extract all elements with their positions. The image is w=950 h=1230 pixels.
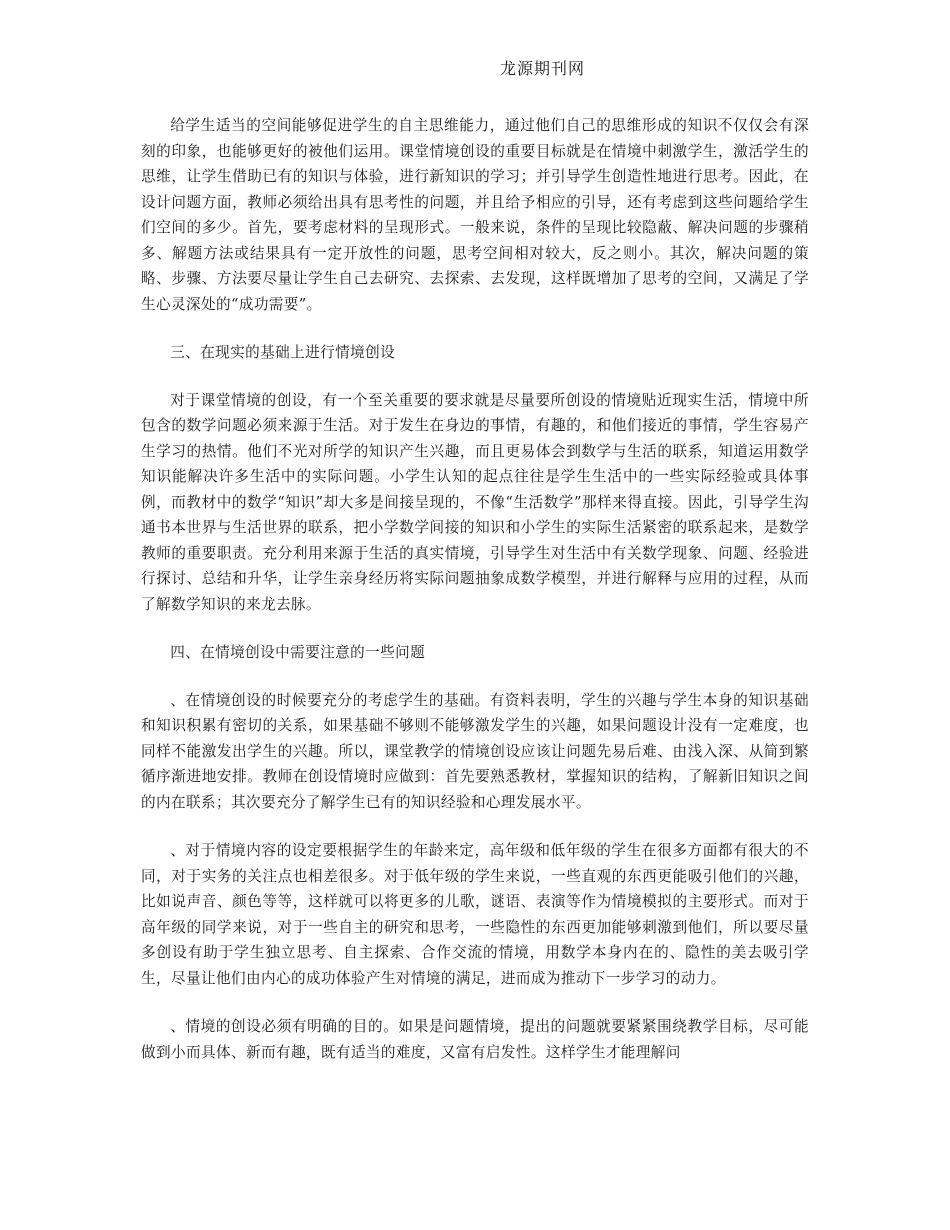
paragraph-student-foundation: 、在情境创设的时候要充分的考虑学生的基础。有资料表明，学生的兴趣与学生本身的知识基础和知识积累有密切的关系，如果基础不够则不能够激发学生的兴趣，如果问题设计没有一定难度，也同样不能激发出学生的兴趣。所以，课堂教学的情境创设应该让问题先易后难、由浅入深、从简到繁循序渐进地安排。教师在创设情境时应做到：首先要熟悉教材，掌握知识的结构，了解新旧知识之间的内在联系；其次要充分了解学生已有的知识经验和心理发展水平。	[141, 691, 809, 811]
section-heading-4: 四、在情境创设中需要注意的一些问题	[170, 644, 426, 661]
section-heading-3: 三、在现实的基础上进行情境创设	[170, 344, 396, 361]
paragraph-real-life-situations: 对于课堂情境的创设，有一个至关重要的要求就是尽量要所创设的情境贴近现实生活，情境中所包含的数学问题必须来源于生活。对于发生在身边的事情，有趣的，和他们接近的事情，学生容易产生学习的热情。他们不光对所学的知识产生兴趣，而且更易体会到数学与生活的联系，知道运用数学知识能解决许多生活中的实际问题。小学生认知的起点往往是学生生活中的一些实际经验或具体事例，而教材中的数学“知识”却大多是间接呈现的，不像“生活数学”那样来得直接。因此，引导学生沟通书本世界与生活世界的联系，把小学数学间接的知识和小学生的实际生活紧密的联系起来，是数学教师的重要职责。充分利用来源于生活的真实情境，引导学生对生活中有关数学现象、问题、经验进行探讨、总结和升华，让学生亲身经历将实际问题抽象成数学模型，并进行解释与应用的过程，从而了解数学知识的来龙去脉。	[141, 391, 809, 613]
paragraph-thinking-space: 给学生适当的空间能够促进学生的自主思维能力，通过他们自己的思维形成的知识不仅仅会有深刻的印象，也能够更好的被他们运用。课堂情境创设的重要目标就是在情境中刺激学生，激活学生的思维，让学生借助已有的知识与体验，进行新知识的学习；并引导学生创造性地进行思考。因此，在设计问题方面，教师必须给出具有思考性的问题，并且给予相应的引导，还有考虑到这些问题给学生们空间的多少。首先，要考虑材料的呈现形式。一般来说，条件的呈现比较隐蔽、解决问题的步骤稍多、解题方法或结果具有一定开放性的问题，思考空间相对较大，反之则小。其次，解决问题的策略、步骤、方法要尽量让学生自己去研究、去探索、去发现，这样既增加了思考的空间，又满足了学生心灵深处的“成功需要”。	[141, 117, 809, 313]
paragraph-age-appropriate-content: 、对于情境内容的设定要根据学生的年龄来定，高年级和低年级的学生在很多方面都有很大的不同，对于实务的关注点也相差很多。对于低年级的学生来说，一些直观的东西更能吸引他们的兴趣，比如说声音、颜色等等，这样就可以将更多的儿歌，谜语、表演等作为情境模拟的主要形式。而对于高年级的同学来说，对于一些自主的研究和思考，一些隐性的东西更加能够刺激到他们，所以要尽量多创设有助于学生独立思考、自主探索、合作交流的情境，用数学本身内在的、隐性的美去吸引学生，尽量让他们由内心的成功体验产生对情境的满足，进而成为推动下一步学习的动力。	[141, 842, 809, 987]
paragraph-clear-purpose: 、情境的创设必须有明确的目的。如果是问题情境，提出的问题就要紧紧围绕教学目标，尽可能做到小而具体、新而有趣，既有适当的难度，又富有启发性。这样学生才能理解问	[141, 1018, 809, 1061]
article-body	[141, 113, 809, 1065]
page-header-site-name: 龙源期刊网	[499, 59, 585, 78]
